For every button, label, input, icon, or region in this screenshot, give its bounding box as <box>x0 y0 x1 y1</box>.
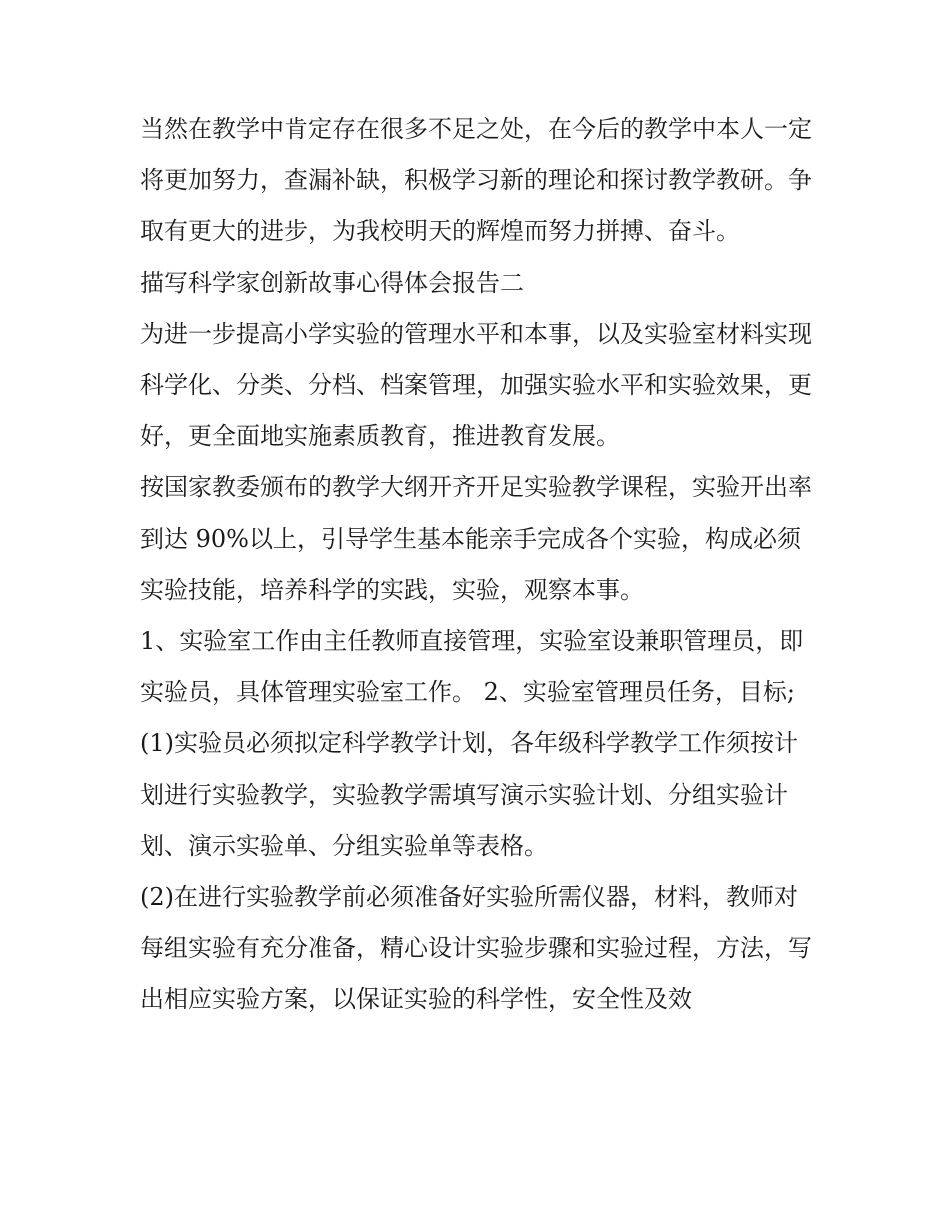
paragraph-requirements: 按国家教委颁布的教学大纲开齐开足实验教学课程，实验开出率到达 90%以上，引导学生基本能亲手完成各个实验，构成必须实验技能，培养科学的实践，实验，观察本事。 <box>140 473 812 604</box>
paragraph-closing-remarks: 当然在教学中肯定存在很多不足之处，在今后的教学中本人一定将更加努力，查漏补缺，积极学习新的理论和探讨教学教研。争取有更大的进步，为我校明天的辉煌而努力拼搏、奋斗。 <box>140 115 812 246</box>
paragraph-item-1-2: 1、实验室工作由主任教师直接管理，实验室设兼职管理员，即实验员，具体管理实验室工作。 2、实验室管理员任务，目标; <box>140 627 804 707</box>
paragraph-purpose: 为进一步提高小学实验的管理水平和本事，以及实验室材料实现科学化、分类、分档、档案管理，加强实验水平和实验效果，更好，更全面地实施素质教育，推进教育发展。 <box>140 319 812 451</box>
section-heading: 描写科学家创新故事心得体会报告二 <box>140 268 524 297</box>
document-body <box>140 104 812 1026</box>
paragraph-subitem-2: (2)在进行实验教学前必须准备好实验所需仪器，材料，教师对每组实验有充分准备，精心设计实验步骤和实验过程，方法，写出相应实验方案，以保证实验的科学性，安全性及效 <box>140 883 812 1014</box>
paragraph-subitem-1: (1)实验员必须拟定科学教学计划，各年级科学教学工作须按计划进行实验教学，实验教学需填写演示实验计划、分组实验计划、演示实验单、分组实验单等表格。 <box>140 729 798 860</box>
